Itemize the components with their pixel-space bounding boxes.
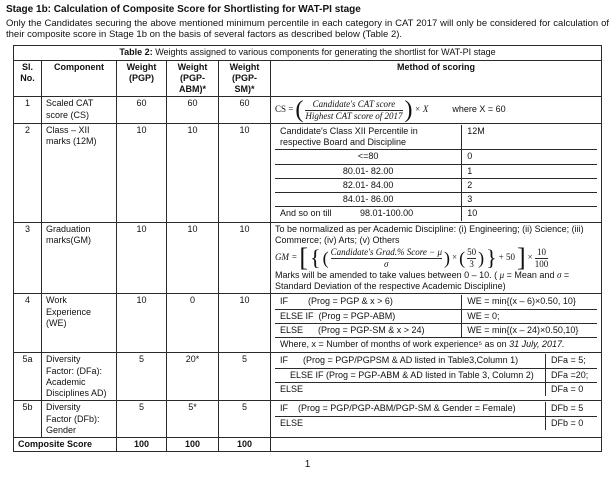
gm-times-2: × bbox=[527, 252, 533, 263]
mu-symbol: μ bbox=[499, 269, 505, 280]
dfb-result: DFb = 0 bbox=[546, 416, 598, 430]
gm-frac3-numerator: 10 bbox=[536, 247, 546, 258]
col-header-sl-no: Sl. No. bbox=[14, 60, 42, 97]
col-header-weight-pgp: Weight (PGP) bbox=[117, 60, 167, 97]
we-rule-table bbox=[275, 295, 597, 351]
row3-weight-pgp: 10 bbox=[117, 222, 167, 294]
dfa-rule-row bbox=[275, 354, 597, 368]
right-paren: ) bbox=[444, 247, 450, 268]
gm-fraction-3 bbox=[535, 247, 549, 269]
dfb-rule-row bbox=[275, 416, 597, 430]
row3-weight-pgp-abm: 10 bbox=[167, 222, 219, 294]
composite-weight-pgp-abm: 100 bbox=[167, 438, 219, 452]
gm-note-text bbox=[275, 270, 597, 293]
row5a-sl: 5a bbox=[14, 353, 42, 401]
we-condition: IF (Prog = PGP & x > 6) bbox=[275, 295, 462, 309]
percentile-row bbox=[275, 178, 597, 192]
row4-weight-pgp: 10 bbox=[117, 294, 167, 353]
and-so-on-label: And so on till bbox=[280, 208, 332, 219]
row1-sl: 1 bbox=[14, 97, 42, 124]
gm-times: × bbox=[452, 252, 458, 263]
row2-component: Class – XII marks (12M) bbox=[42, 123, 117, 222]
table-row-class-xii bbox=[14, 123, 602, 222]
page-title: Stage 1b: Calculation of Composite Score for Shortlisting for WAT-PI stage bbox=[6, 4, 361, 15]
composite-method-cell bbox=[271, 438, 602, 452]
cs-fraction-numerator: Candidate's CAT score bbox=[312, 99, 396, 110]
row2-sl: 2 bbox=[14, 123, 42, 222]
col-header-weight-pgp-abm: Weight (PGP- ABM)* bbox=[167, 60, 219, 97]
row3-method-cell bbox=[271, 222, 602, 294]
row4-weight-pgp-sm: 10 bbox=[219, 294, 271, 353]
gm-frac1-numerator: Candidate's Grad.% Score − μ bbox=[330, 247, 442, 258]
dfa-rule-row bbox=[275, 368, 597, 382]
left-paren: ( bbox=[322, 247, 329, 268]
we-result: WE = min{(x – 24)×0.50,10} bbox=[462, 323, 597, 337]
row1-component: Scaled CAT score (CS) bbox=[42, 97, 117, 124]
left-paren: ( bbox=[459, 247, 466, 268]
table-caption-text: Weights assigned to various components for generating the shortlist for WAT-PI stage bbox=[152, 47, 496, 58]
we-rule-row bbox=[275, 323, 597, 337]
table-row-diversity-academic bbox=[14, 353, 602, 401]
row5a-weight-pgp-abm: 20* bbox=[167, 353, 219, 401]
we-rule-row bbox=[275, 295, 597, 309]
row5a-weight-pgp: 5 bbox=[117, 353, 167, 401]
percentile-range: 84.01- 86.00 bbox=[275, 193, 462, 207]
table-row-work-experience bbox=[14, 294, 602, 353]
row2-weight-pgp-abm: 10 bbox=[167, 123, 219, 222]
percentile-row-last bbox=[275, 207, 597, 221]
dfa-rule-row bbox=[275, 382, 597, 396]
cs-fraction bbox=[305, 99, 402, 121]
row4-method-cell bbox=[271, 294, 602, 353]
row2-method-cell bbox=[271, 123, 602, 222]
gm-fraction-1 bbox=[331, 247, 442, 269]
row1-weight-pgp-abm: 60 bbox=[167, 97, 219, 124]
percentile-points: 0 bbox=[462, 150, 597, 164]
we-condition: ELSE IF (Prog = PGP-ABM) bbox=[275, 309, 462, 323]
we-footer-text: Where, x = Number of months of work experience⁵ as on bbox=[280, 339, 510, 350]
table-row-graduation bbox=[14, 222, 602, 294]
percentile-last-left bbox=[275, 207, 462, 221]
row5b-weight-pgp-abm: 5* bbox=[167, 401, 219, 438]
we-footer bbox=[275, 338, 597, 352]
percentile-points: 3 bbox=[462, 193, 597, 207]
row3-sl: 3 bbox=[14, 222, 42, 294]
gm-note-c: = Standard Deviation of the respective Academic Discipline) bbox=[275, 269, 570, 292]
row2-weight-pgp: 10 bbox=[117, 123, 167, 222]
col-header-component: Component bbox=[42, 60, 117, 97]
row4-sl: 4 bbox=[14, 294, 42, 353]
gm-frac1-denominator: σ bbox=[331, 258, 442, 269]
row5b-weight-pgp-sm: 5 bbox=[219, 401, 271, 438]
row5a-weight-pgp-sm: 5 bbox=[219, 353, 271, 401]
row5b-component: Diversity Factor (DFb): Gender bbox=[42, 401, 117, 438]
we-result: WE = 0; bbox=[462, 309, 597, 323]
row1-weight-pgp-sm: 60 bbox=[219, 97, 271, 124]
row5b-sl: 5b bbox=[14, 401, 42, 438]
gm-plus-term: + 50 bbox=[498, 252, 515, 263]
table-caption-label: Table 2: bbox=[119, 47, 153, 58]
right-square-bracket: ] bbox=[516, 242, 526, 272]
cs-formula-multiplier: × X bbox=[414, 104, 429, 115]
percentile-row bbox=[275, 193, 597, 207]
gm-note-a: Marks will be amended to take values between 0 – 10. ( bbox=[275, 269, 500, 280]
table-row-diversity-gender bbox=[14, 401, 602, 438]
percentile-points: 10 bbox=[462, 207, 597, 221]
table-row-composite-score bbox=[14, 438, 602, 452]
table-header-row bbox=[14, 60, 602, 97]
row1-method-cell bbox=[271, 97, 602, 124]
dfb-condition: IF (Prog = PGP/PGP-ABM/PGP-SM & Gender = Female) bbox=[275, 402, 546, 416]
percentile-points: 2 bbox=[462, 178, 597, 192]
percentile-range: 80.01- 82.00 bbox=[275, 164, 462, 178]
percentile-header-right: 12M bbox=[462, 125, 597, 150]
dfb-rule-table bbox=[275, 402, 597, 430]
dfb-result: DFb = 5 bbox=[546, 402, 598, 416]
table-caption-row bbox=[14, 46, 602, 60]
dfa-result: DFa = 0 bbox=[546, 382, 598, 396]
dfa-condition: IF (Prog = PGP/PGPSM & AD listed in Table3,Column 1) bbox=[275, 354, 546, 368]
gm-frac2-denominator: 3 bbox=[467, 258, 476, 269]
percentile-points: 1 bbox=[462, 164, 597, 178]
sigma-symbol: σ bbox=[556, 269, 562, 280]
dfa-result: DFa =20; bbox=[546, 368, 598, 382]
we-result: WE = min{(x – 6)×0.50, 10} bbox=[462, 295, 597, 309]
row5a-component: Diversity Factor: (DFa): Academic Disciplines AD) bbox=[42, 353, 117, 401]
weights-table bbox=[13, 45, 602, 452]
gm-note-b: = Mean and bbox=[504, 269, 557, 280]
row3-component: Graduation marks(GM) bbox=[42, 222, 117, 294]
left-square-bracket: [ bbox=[299, 242, 308, 272]
percentile-header-left: Candidate's Class XII Percentile in respective Board and Discipline bbox=[275, 125, 462, 150]
row5a-method-cell bbox=[271, 353, 602, 401]
percentile-range: 82.01- 84.00 bbox=[275, 178, 462, 192]
col-header-method: Method of scoring bbox=[271, 60, 602, 97]
cs-fraction-denominator: Highest CAT score of 2017 bbox=[305, 110, 403, 121]
row5b-weight-pgp: 5 bbox=[117, 401, 167, 438]
row4-component: Work Experience (WE) bbox=[42, 294, 117, 353]
dfa-result: DFa = 5; bbox=[546, 354, 598, 368]
left-paren: ( bbox=[295, 96, 304, 123]
last-range: 98.01-100.00 bbox=[360, 208, 414, 219]
percentile-header-row bbox=[275, 125, 597, 150]
page-number: 1 bbox=[304, 459, 311, 471]
percentile-row bbox=[275, 150, 597, 164]
gm-formula-lhs: GM = bbox=[275, 252, 298, 263]
dfb-condition: ELSE bbox=[275, 416, 546, 430]
gm-fraction-2 bbox=[467, 247, 476, 269]
cs-formula-lhs: CS = bbox=[275, 104, 294, 115]
right-curly-brace: } bbox=[486, 244, 497, 270]
row4-weight-pgp-abm: 0 bbox=[167, 294, 219, 353]
row3-weight-pgp-sm: 10 bbox=[219, 222, 271, 294]
row2-weight-pgp-sm: 10 bbox=[219, 123, 271, 222]
right-paren: ) bbox=[404, 96, 413, 123]
col-header-weight-pgp-sm: Weight (PGP- SM)* bbox=[219, 60, 271, 97]
table-caption bbox=[14, 46, 602, 60]
we-rule-row bbox=[275, 309, 597, 323]
percentile-table bbox=[275, 125, 597, 221]
gm-frac2-numerator: 50 bbox=[467, 247, 477, 258]
gm-intro-text: To be normalized as per Academic Discipline: (i) Engineering; (ii) Science; (iii) Commerce; (iv) Arts; (v) Others bbox=[275, 223, 584, 245]
percentile-row bbox=[275, 164, 597, 178]
we-footer-date: 31 July, 2017. bbox=[509, 339, 565, 350]
dfb-rule-row bbox=[275, 402, 597, 416]
right-paren: ) bbox=[478, 247, 485, 268]
dfa-rule-table bbox=[275, 354, 597, 396]
composite-weight-pgp-sm: 100 bbox=[219, 438, 271, 452]
cs-formula-note: where X = 60 bbox=[452, 104, 506, 115]
dfa-condition: ELSE IF (Prog = PGP-ABM & AD listed in Table 3, Column 2) bbox=[275, 368, 546, 382]
we-footer-row bbox=[275, 338, 597, 352]
row1-weight-pgp: 60 bbox=[117, 97, 167, 124]
percentile-range: <=80 bbox=[275, 150, 462, 164]
gm-frac3-denominator: 100 bbox=[534, 258, 549, 269]
table-row-scaled-cat bbox=[14, 97, 602, 124]
dfa-condition: ELSE bbox=[275, 382, 546, 396]
composite-weight-pgp: 100 bbox=[117, 438, 167, 452]
composite-label: Composite Score bbox=[14, 438, 117, 452]
row5b-method-cell bbox=[271, 401, 602, 438]
we-condition: ELSE (Prog = PGP-SM & x > 24) bbox=[275, 323, 462, 337]
intro-paragraph: Only the Candidates securing the above mentioned minimum percentile in each category in CAT 2017 will only be considered for calculation of their composite score in Stage 1b on the basis of several factors as described below (Table 2). bbox=[6, 17, 609, 41]
gm-formula bbox=[275, 242, 597, 272]
cs-formula bbox=[275, 96, 597, 123]
left-curly-brace: { bbox=[310, 244, 321, 270]
